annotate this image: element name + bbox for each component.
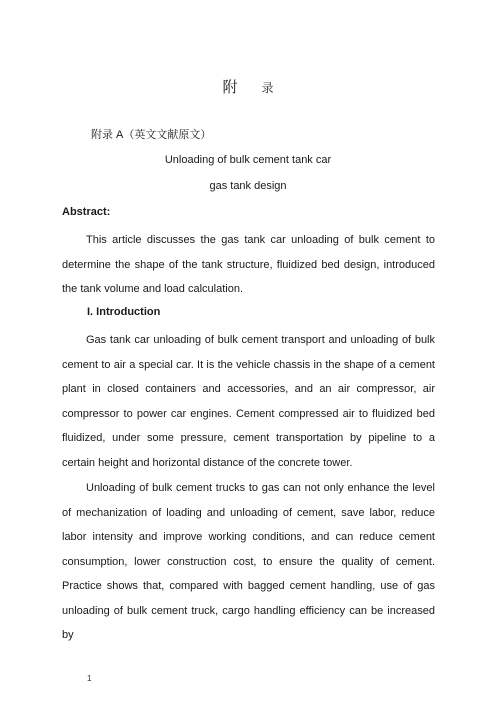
paper-title-line-1: Unloading of bulk cement tank car: [164, 154, 332, 166]
page-number: 1: [87, 674, 92, 683]
intro-paragraph-1: Gas tank car unloading of bulk cement transport and unloading of bulk cement to air a special car. It is the vehicle chassis in the shape of a cement plant in closed containers and accessories, and an air compressor, air compressor to power car engines. Cement compressed air to fluidized bed fluidized, under some pressure, cement transportation by pipeline to a certain height and horizontal distance of the concrete tower.: [62, 334, 435, 469]
section-heading-introduction: I. Introduction: [87, 306, 161, 318]
paper-title-line-2: gas tank design: [209, 180, 287, 192]
abstract-label: Abstract:: [62, 206, 111, 218]
intro-paragraph-2: Unloading of bulk cement trucks to gas can not only enhance the level of mechanization of loading and unloading of cement, save labor, reduce labor intensity and improve working conditions, and can reduce cement consumption, lower construction cost, to ensure the quality of cement. Practice shows that, compared with bagged cement handling, use of gas unloading of bulk cement truck, cargo handling efficiency can be increased by: [62, 482, 435, 641]
abstract-paragraph: This article discusses the gas tank car unloading of bulk cement to determine the shape of the tank structure, fluidized bed design, introduced the tank volume and load calculation.: [62, 234, 435, 295]
heading-char-1: 附: [222, 79, 238, 96]
appendix-heading: [0, 76, 496, 97]
heading-char-2: 录: [261, 81, 274, 95]
appendix-label: 附录 A（英文文献原文）: [91, 129, 212, 141]
